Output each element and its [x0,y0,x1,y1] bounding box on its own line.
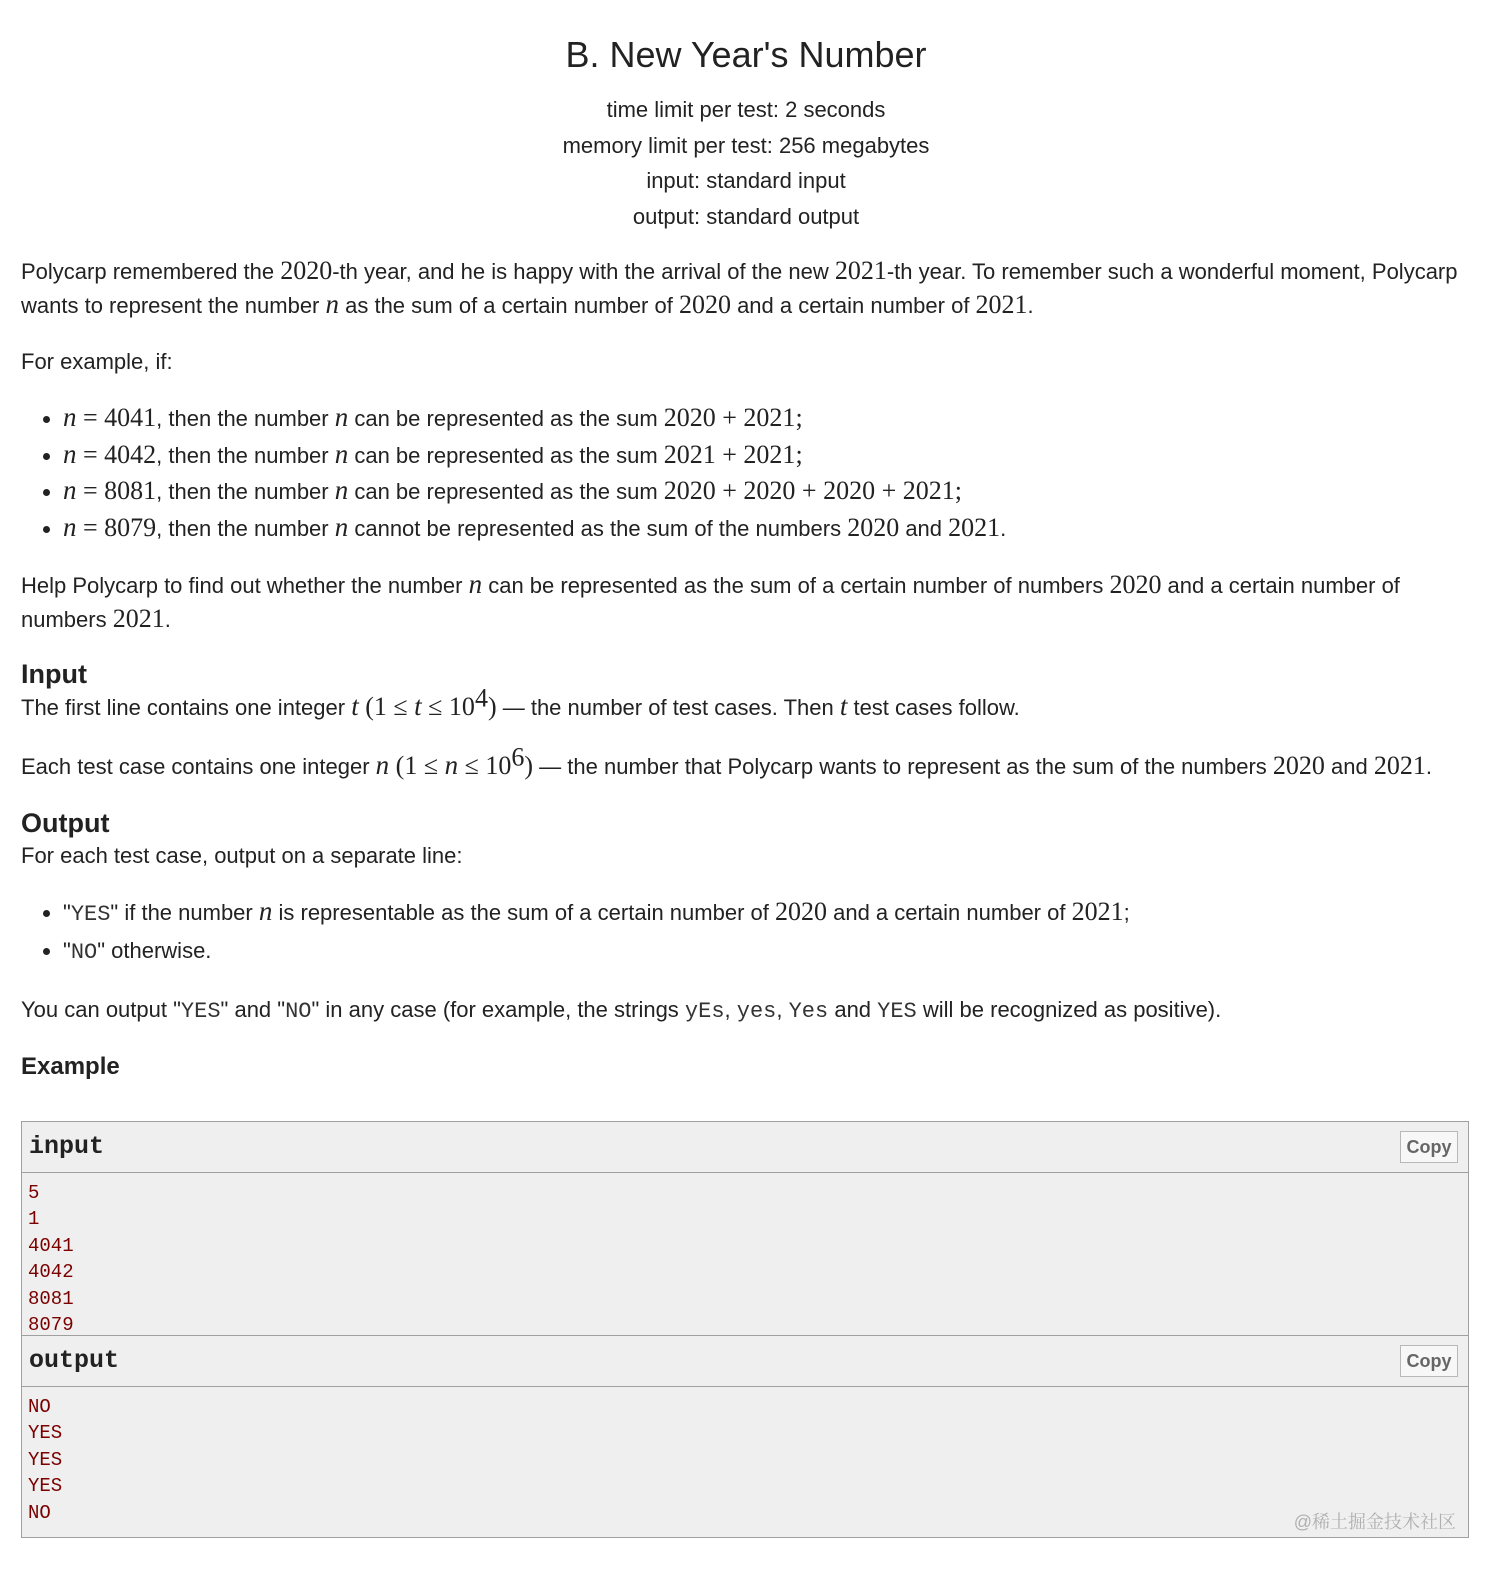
problem-title: B. New Year's Number [565,34,927,75]
output-line: YES [28,1448,63,1471]
examples-list [21,400,1471,546]
problem-statement [21,0,1471,1082]
memory-limit: memory limit per test: 256 megabytes [562,132,930,158]
input-paragraph-2: Each test case contains one integer n $(1 \le n \le 10^6)$ — the number that Polycarp wants to represent as the sum of the numbers 2020 and 2021. [21,742,1432,780]
output-line: YES [28,1422,63,1445]
legend-paragraph-1: Polycarp remembered the 2020-th year, and he is happy with the arrival of the new 2021-th year. To remember such a wonderful moment, Polycarp wants to represent the number n as the sum of a certain number of 2020 and a certain number of 2021. [21,256,1458,319]
list-item: • n = 8081, then the number n can be represented as the sum 2020 + 2020 + 2020 + 2021; [63,473,1471,510]
input-type: input: standard input [646,168,846,193]
sample-tests [21,1121,1469,1538]
list-item: • "YES" if the number n is representable as the sum of a certain number of 2020 and a certain number of 2021; [63,894,1471,933]
input-paragraph-1: The first line contains one integer t $(1 \le t \le 10^4)$ — the number of test cases. Then t test cases follow. [21,683,1020,721]
legend-paragraph-2: For example, if: [21,349,173,374]
copy-input-button[interactable]: Copy [1400,1131,1458,1163]
list-item: • "NO" otherwise. [63,933,1471,971]
output-line: NO [28,1501,51,1524]
sample-input-body [22,1173,1468,1336]
input-line: 4042 [28,1261,74,1284]
input-line: 1 [28,1208,40,1231]
list-item: • n = 4041, then the number n can be represented as the sum 2020 + 2021; [63,400,1471,437]
sample-input-header [22,1122,1468,1173]
input-line: 4041 [28,1234,74,1257]
sample-output-body [22,1387,1468,1526]
output-paragraph-2: You can output "YES" and "NO" in any case (for example, the strings yEs, yes, Yes and YES will be recognized as positive). [21,997,1222,1024]
input-line: 5 [28,1182,40,1204]
list-item: • n = 8079, then the number n cannot be represented as the sum of the numbers 2020 and 2021. [63,510,1471,547]
list-item: • n = 4042, then the number n can be represented as the sum 2021 + 2021; [63,437,1471,474]
output-type: output: standard output [632,203,860,229]
sample-output-title: output [29,1346,120,1375]
copy-output-button[interactable]: Copy [1400,1345,1458,1377]
problem-limits [21,92,1471,234]
output-rules-list [21,894,1471,970]
output-line: YES [28,1475,63,1498]
input-heading: Input [21,659,87,689]
output-line: NO [28,1396,51,1418]
input-line: 8081 [28,1287,74,1310]
sample-input-title: input [29,1132,105,1161]
output-heading: Output [21,808,110,838]
watermark: @稀土掘金技术社区 [1293,1512,1456,1532]
input-line: 8079 [28,1314,74,1337]
output-paragraph-1: For each test case, output on a separate line: [21,843,463,868]
sample-output-header [22,1336,1468,1387]
example-heading: Example [21,1053,120,1080]
time-limit: time limit per test: 2 seconds [606,97,886,122]
legend-paragraph-3: Help Polycarp to find out whether the number n can be represented as the sum of a certain number of numbers 2020 and a certain number of numbers 2021. [21,569,1400,633]
